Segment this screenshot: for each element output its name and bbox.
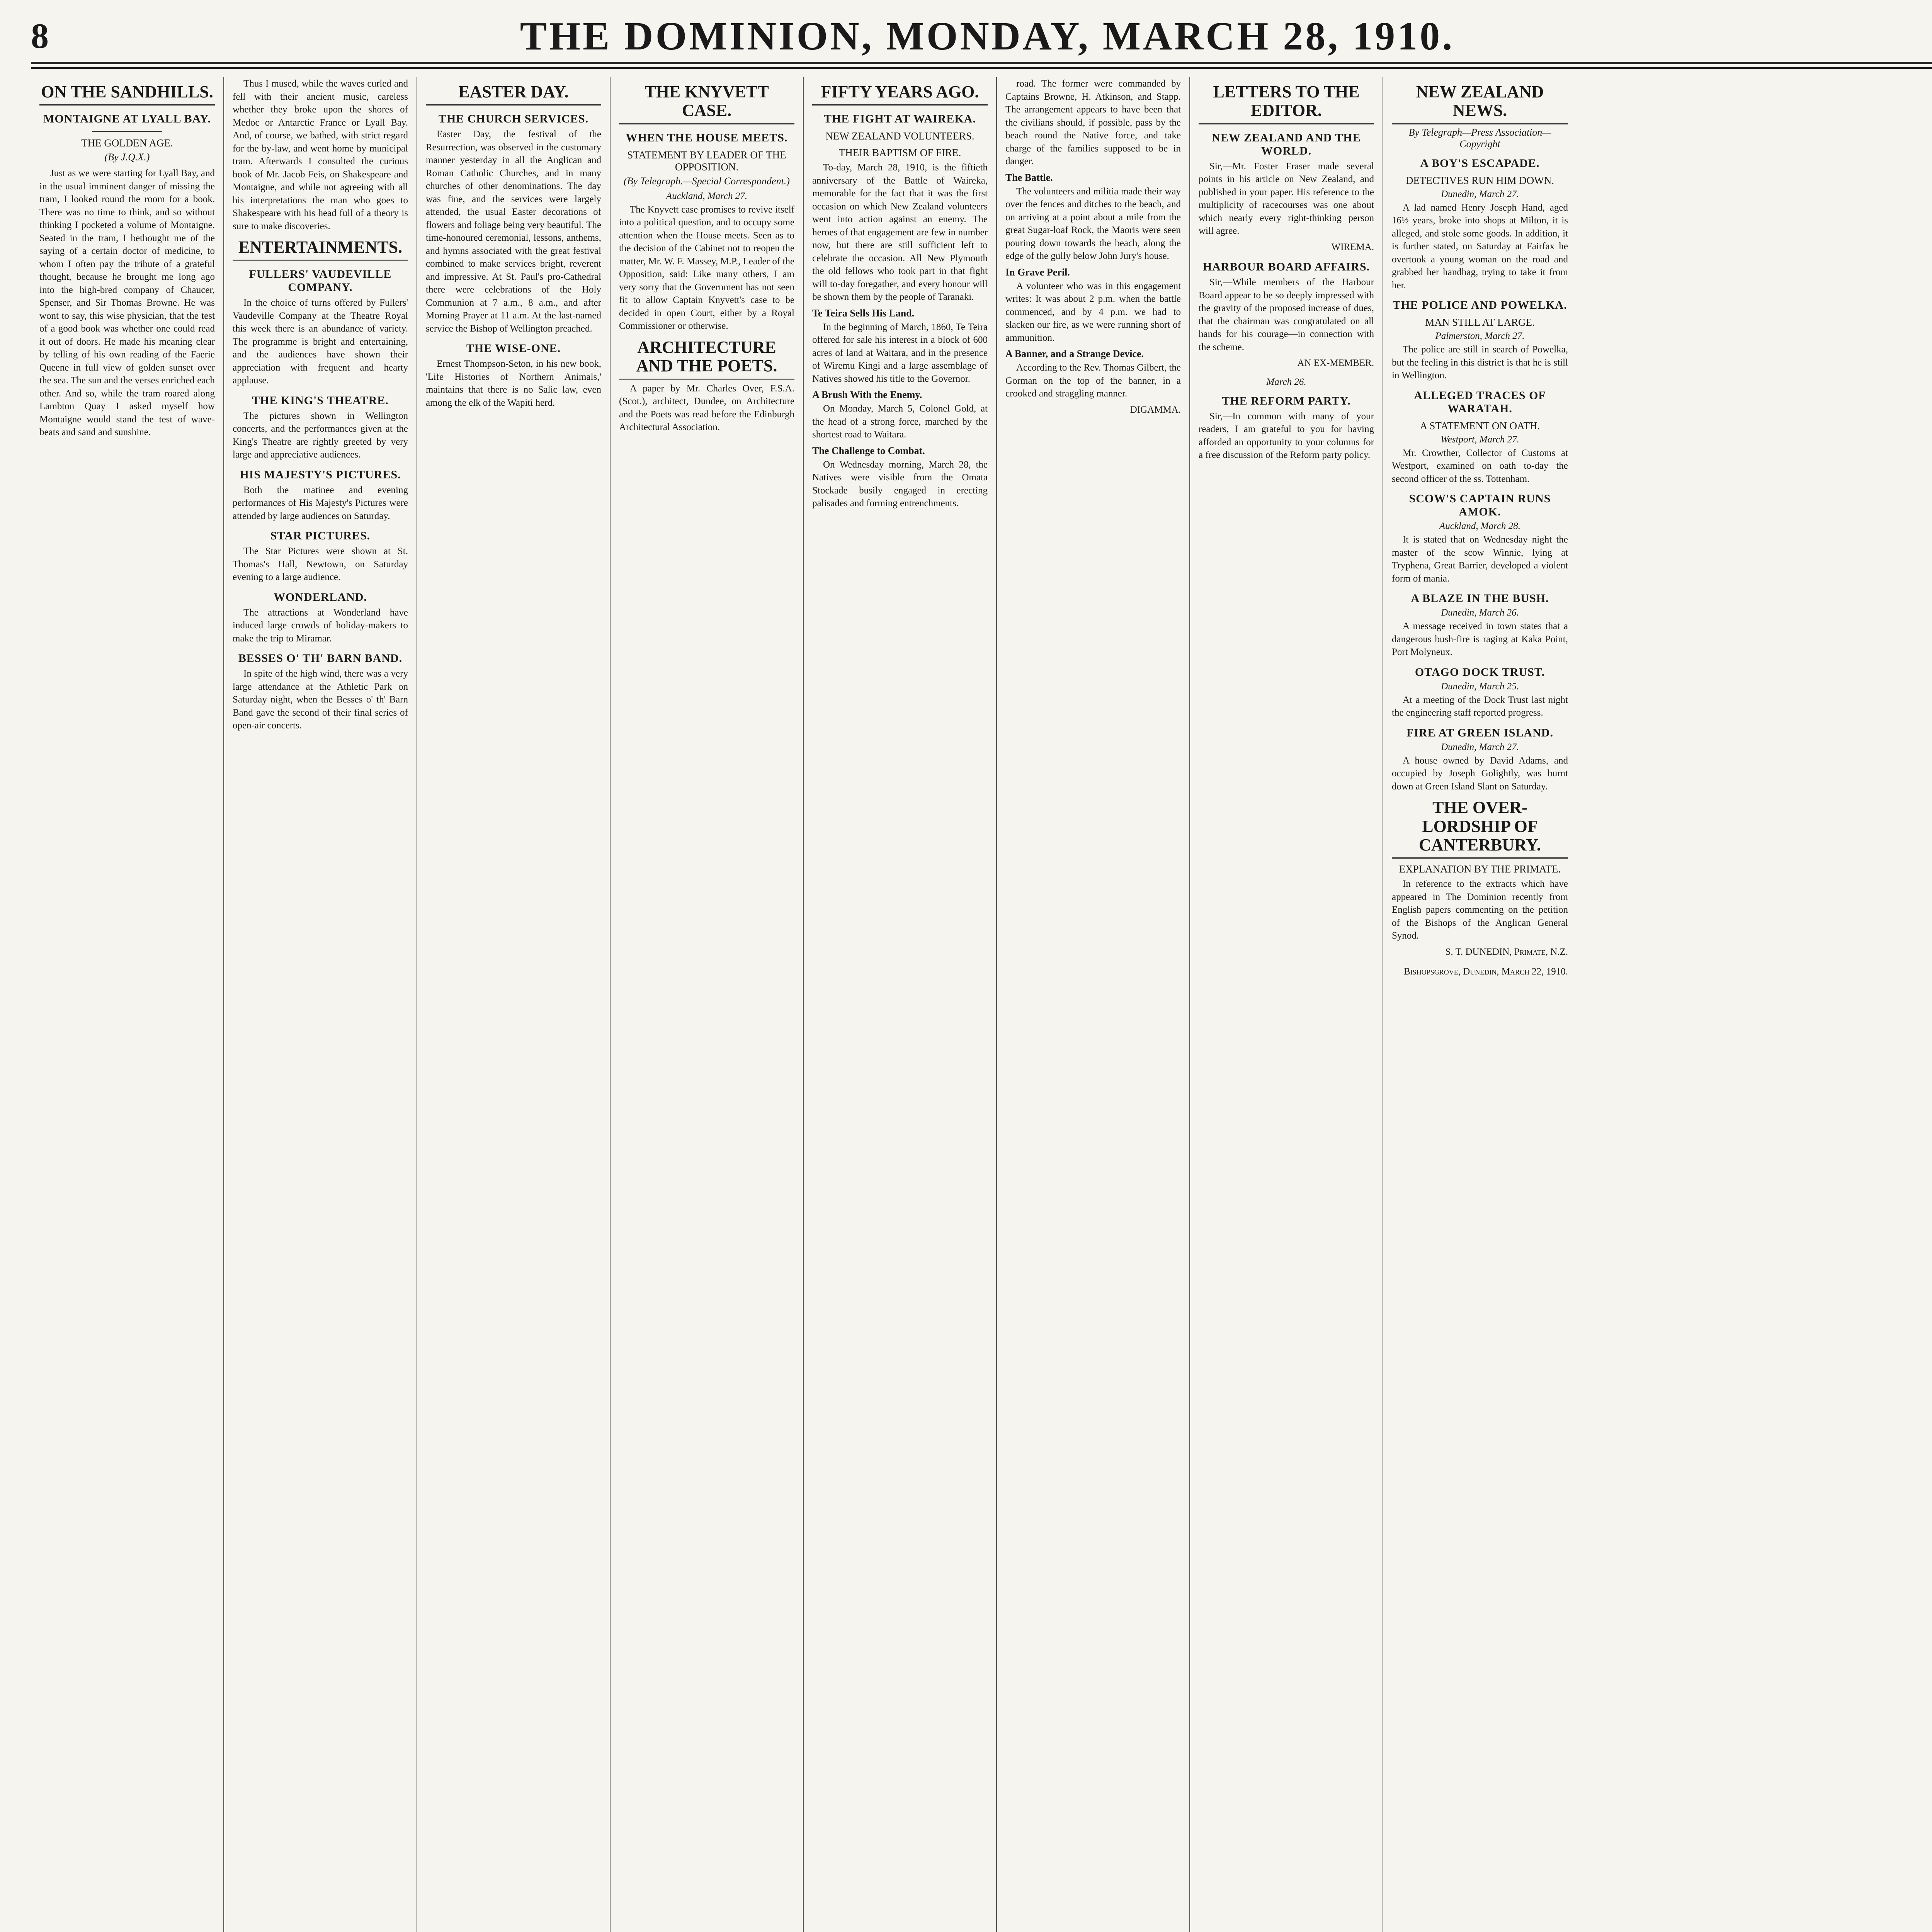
section-heading: OTAGO DOCK TRUST. <box>1415 665 1545 679</box>
section-heading: THE GOLDEN AGE. <box>81 137 173 149</box>
signature: WIREMA. <box>1331 242 1374 252</box>
article-body: road. The former were commanded by Captains Browne, H. Atkinson, and Stapp. The arrangement appears to have been that the civilians should, if possible, pass by the beach round the Native force, and take charge of the families supposed to be in danger. <box>1005 78 1181 167</box>
column-2 <box>224 77 417 1932</box>
article-heading: ON THE SANDHILLS. <box>39 83 215 105</box>
article-heading: EASTER DAY. <box>426 83 601 105</box>
dateline: Palmerston, March 27. <box>1435 331 1525 342</box>
section-body: A house owned by David Adams, and occupied by Joseph Golightly, was burnt down at Green Island Slant on Saturday. <box>1392 755 1568 792</box>
article-body: To-day, March 28, 1910, is the fiftieth anniversary of the Battle of Waireka, memorable for the fact that it was the first occasion on which New Zealand volunteers went into action against an enemy. The heroes of that engagement are few in number now, but there are still sufficient left to celebrate the occasion. All New Plymouth the old fellows who took part in that fight will to-day foregather, and every honour will be shown them by the people of Taranaki. <box>812 162 988 303</box>
article-heading: NEW ZEALAND NEWS. <box>1392 83 1568 124</box>
section-body: In spite of the high wind, there was a very large attendance at the Athletic Park on Saturday night, when the Besses o' th' Barn Band gave the second of their final series of open-air concerts. <box>233 668 408 731</box>
column-4 <box>611 77 804 1932</box>
section-body: A message received in town states that a dangerous bush-fire is raging at Kaka Point, Port Molyneux. <box>1392 621 1568 658</box>
section-body: The police are still in search of Powelka, but the feeling in this district is that he is still in Wellington. <box>1392 344 1568 381</box>
article-heading: ENTERTAINMENTS. <box>233 238 408 261</box>
article-body: Easter Day, the festival of the Resurrection, was observed in the customary manner yesterday in all the Anglican and Roman Catholic Churches, and in many churches of other denominations. The day was fine, and the services were largely attended, the usual Easter decorations of flowers and foliage being very beautiful. The time-honoured ceremonial, lessons, anthems, and hymns associated with the great festival combined to make services bright, reverent and impressive. At St. Paul's pro-Cathedral there were celebrations of the Holy Communion at 7 a.m., 8 a.m., and after Morning Prayer at 11 a.m. At the last-named service the Bishop of Wellington preached. <box>426 129 601 334</box>
section-body: A lad named Henry Joseph Hand, aged 16½ years, broke into shops at Milton, it is alleged, and stole some goods. In addition, it is further stated, on Saturday at Fairfax he overtook a young woman on the road and grabbed her handbag, trying to take it from her. <box>1392 202 1568 291</box>
section-heading: THE WISE-ONE. <box>466 342 561 355</box>
section-heading: A Banner, and a Strange Device. <box>1005 348 1144 359</box>
section-body: The volunteers and militia made their way over the fences and ditches to the beach, and on arriving at a point about a mile from the great Sugar-loaf Rock, the Maoris were seen pouring down towards the beach, along the edge of the gully below John Jury's house. <box>1005 186 1181 261</box>
column-3 <box>417 77 611 1932</box>
separator <box>92 131 162 132</box>
column-8 <box>1383 77 1577 1932</box>
dateline: March 26. <box>1266 376 1306 387</box>
section-body: On Monday, March 5, Colonel Gold, at the head of a strong force, marched by the shortest road to Waitara. <box>812 403 988 440</box>
article-body: A paper by Mr. Charles Over, F.S.A. (Scot.), architect, Dundee, on Architecture and the Poets was read before the Edinburgh Architectural Association. <box>619 383 794 433</box>
section-heading: NEW ZEALAND VOLUNTEERS. <box>825 130 975 142</box>
section-heading: The Battle. <box>1005 172 1053 183</box>
letter-body: Sir,—In common with many of your readers, I am grateful to you for having afforded an opportunity to your columns for a free discussion of the Reform party policy. <box>1199 411 1374 461</box>
signature: S. T. DUNEDIN, Primate, N.Z. <box>1445 946 1568 957</box>
newspaper-page <box>31 15 1932 1932</box>
section-heading: Te Teira Sells His Land. <box>812 307 915 319</box>
section-heading: NEW ZEALAND AND THE WORLD. <box>1212 131 1361 157</box>
section-body: Both the matinee and evening performances of His Majesty's Pictures were attended by large audiences on Saturday. <box>233 485 408 521</box>
section-heading: A BOY'S ESCAPADE. <box>1420 156 1540 170</box>
section-heading: A Brush With the Enemy. <box>812 389 922 401</box>
letter-body: Sir,—Mr. Foster Fraser made several points in his article on New Zealand, and published in your paper. His reference to the multiplicity of racecourses was one about which nearly every right-thinking person will agree. <box>1199 161 1374 236</box>
section-subheading: DETECTIVES RUN HIM DOWN. <box>1406 174 1554 186</box>
article-subheading: THE FIGHT AT WAIREKA. <box>824 112 976 126</box>
section-heading: HIS MAJESTY'S PICTURES. <box>240 468 401 481</box>
dateline: Dunedin, March 25. <box>1441 681 1519 692</box>
dateline: Dunedin, March 27. <box>1441 189 1519 199</box>
byline: (By J.Q.X.) <box>104 151 150 163</box>
column-6 <box>997 77 1190 1932</box>
section-heading: STAR PICTURES. <box>270 529 371 543</box>
letter-body: Sir,—While members of the Harbour Board appear to be so deeply impressed with the gravity of the proposed increase of dues, that the chairman was congratulated on all hands for his courage—in connection with the scheme. <box>1199 277 1374 352</box>
article-subheading: THE CHURCH SERVICES. <box>438 112 589 126</box>
section-heading: THE REFORM PARTY. <box>1222 394 1351 407</box>
article-heading: LETTERS TO THE EDITOR. <box>1199 83 1374 124</box>
signature: AN EX-MEMBER. <box>1297 358 1374 369</box>
section-subheading: EXPLANATION BY THE PRIMATE. <box>1399 863 1561 875</box>
signature: DIGAMMA. <box>1130 404 1181 415</box>
section-heading: THE POLICE AND POWELKA. <box>1393 299 1567 312</box>
section-heading: WONDERLAND. <box>274 590 367 604</box>
section-body: At a meeting of the Dock Trust last night the engineering staff reported progress. <box>1392 694 1568 718</box>
section-body: The attractions at Wonderland have induced large crowds of holiday-makers to make the trip to Miramar. <box>233 607 408 644</box>
section-heading: STATEMENT BY LEADER OF THE OPPOSITION. <box>627 149 786 173</box>
byline: By Telegraph—Press Association—Copyright <box>1408 126 1551 150</box>
columns <box>31 77 1932 1932</box>
section-body: Mr. Crowther, Collector of Customs at Westport, examined on oath to-day the second officer of the ss. Tottenham. <box>1392 447 1568 484</box>
article-heading: FIFTY YEARS AGO. <box>812 83 988 105</box>
section-body: On Wednesday morning, March 28, the Natives were visible from the Omata Stockade busily engaged in erecting palisades and forming entrenchments. <box>812 459 988 509</box>
column-7 <box>1190 77 1383 1932</box>
dateline: Westport, March 27. <box>1440 434 1519 445</box>
dateline: Dunedin, March 26. <box>1441 607 1519 618</box>
dateline: Dunedin, March 27. <box>1441 742 1519 752</box>
column-5 <box>804 77 997 1932</box>
masthead <box>31 15 1932 64</box>
article-body: Just as we were starting for Lyall Bay, and in the usual imminent danger of missing the tram, I looked round the room for a book. There was no time to think, and so without thinking I pocketed a volume of Montaigne. Seated in the tram, I bethought me of the saying of a certain doctor of medicine, to whom I often pay the tribute of a grateful thought, because he brought me long ago into the high-bred company of Chaucer, Spenser, and Sir Thomas Browne. He was wont to say, this wise physician, that the test of a good book was whether one could read it out of doors. He made his meaning clear by telling of his own reading of the Faerie Queene in full view of golden sunset over the sea. The sun and the verses enriched each other. And so, while the tram roared along Lambton Quay I asked myself how Montaigne would stand the test of wave-beats and sand and sunshine. <box>39 168 215 438</box>
section-heading: ALLEGED TRACES OF WARATAH. <box>1414 389 1546 415</box>
dateline: Auckland, March 27. <box>666 190 748 201</box>
section-body: It is stated that on Wednesday night the master of the scow Winnie, lying at Tryphena, Great Barrier, developed a violent form of mania. <box>1392 534 1568 584</box>
section-heading: FULLERS' VAUDEVILLE COMPANY. <box>249 268 392 294</box>
section-body: The pictures shown in Wellington concerts, and the performances given at the King's Theatre are rightly greeted by very large and appreciative audiences. <box>233 410 408 460</box>
section-body: A volunteer who was in this engagement writes: It was about 2 p.m. when the battle commenced, and by 4 p.m. we had to slacken our fire, as we were running short of ammunition. <box>1005 281 1181 343</box>
section-heading: THE KING'S THEATRE. <box>252 394 389 407</box>
section-heading: FIRE AT GREEN ISLAND. <box>1406 726 1553 739</box>
dateline: Auckland, March 28. <box>1439 521 1521 532</box>
article-heading: THE OVER-LORDSHIP OF CANTERBURY. <box>1392 798 1568 859</box>
newspaper-title: THE DOMINION, MONDAY, MARCH 28, 1910. <box>520 14 1455 58</box>
section-body: According to the Rev. Thomas Gilbert, the Gorman on the top of the banner, in a crooked and straggling manner. <box>1005 362 1181 399</box>
section-subheading: MAN STILL AT LARGE. <box>1425 316 1535 328</box>
article-body: Thus I mused, while the waves curled and fell with their ancient music, careless whether they broke upon the shores of Medoc or Antarctic France or Lyall Bay. And, of course, we bathed, with strict regard for the by-law, and went home by municipal tram. Afterwards I consulted the curious book of Mr. Jacob Feis, on Shakespeare and Montaigne, and while not agreeing with all his interpretations the man who goes to Shakespeare with his head full of a theory is sure to make discoveries. <box>233 78 408 231</box>
section-body: The Star Pictures were shown at St. Thomas's Hall, Newtown, on Saturday evening to a large audience. <box>233 546 408 583</box>
article-subheading: MONTAIGNE AT LYALL BAY. <box>43 112 211 126</box>
signature: Bishopsgrove, Dunedin, March 22, 1910. <box>1404 966 1568 977</box>
section-heading: SCOW'S CAPTAIN RUNS AMOK. <box>1409 492 1551 519</box>
section-body: In reference to the extracts which have appeared in The Dominion recently from English papers commenting on the petition of the Bishops of the Anglican General Synod. <box>1392 879 1568 941</box>
article-body: The Knyvett case promises to revive itself into a political question, and to occupy some attention when the House meets. Seen as to the decision of the Cabinet not to reopen the matter, Mr. W. F. Massey, M.P., Leader of the Opposition, said: Like many others, I am very sorry that the Government has not seen fit to allow Captain Knyvett's case to be decided in open Court, either by a Royal Commissioner or otherwise. <box>619 204 794 332</box>
section-body: In the beginning of March, 1860, Te Teira offered for sale his interest in a block of 600 acres of land at Waitara, and in the presence of Wiremu Kingi and a large assemblage of Natives showed his title to the Governor. <box>812 321 988 384</box>
section-heading: In Grave Peril. <box>1005 266 1070 278</box>
column-1 <box>31 77 224 1932</box>
section-heading: HARBOUR BOARD AFFAIRS. <box>1202 260 1370 274</box>
section-heading: The Challenge to Combat. <box>812 445 925 456</box>
section-body: In the choice of turns offered by Fullers' Vaudeville Company at the Theatre Royal this week there is an abundance of variety. The programme is bright and entertaining, and the audiences have shown their appreciation with frequent and hearty applause. <box>233 298 408 386</box>
article-subheading: WHEN THE HOUSE MEETS. <box>626 131 788 144</box>
section-body: Ernest Thompson-Seton, in his new book, 'Life Histories of Northern Animals,' maintains that there is no Salic law, even among the elk of the Wapiti herd. <box>426 359 601 408</box>
section-heading: THEIR BAPTISM OF FIRE. <box>838 147 961 159</box>
byline: (By Telegraph.—Special Correspondent.) <box>624 175 790 187</box>
section-heading: A BLAZE IN THE BUSH. <box>1411 592 1549 605</box>
article-heading: ARCHITECTURE AND THE POETS. <box>619 338 794 380</box>
section-heading: BESSES O' TH' BARN BAND. <box>238 652 403 665</box>
article-heading: THE KNYVETT CASE. <box>619 83 794 124</box>
page-number: 8 <box>31 16 49 56</box>
section-subheading: A STATEMENT ON OATH. <box>1420 420 1540 432</box>
masthead-rule <box>31 67 1932 69</box>
